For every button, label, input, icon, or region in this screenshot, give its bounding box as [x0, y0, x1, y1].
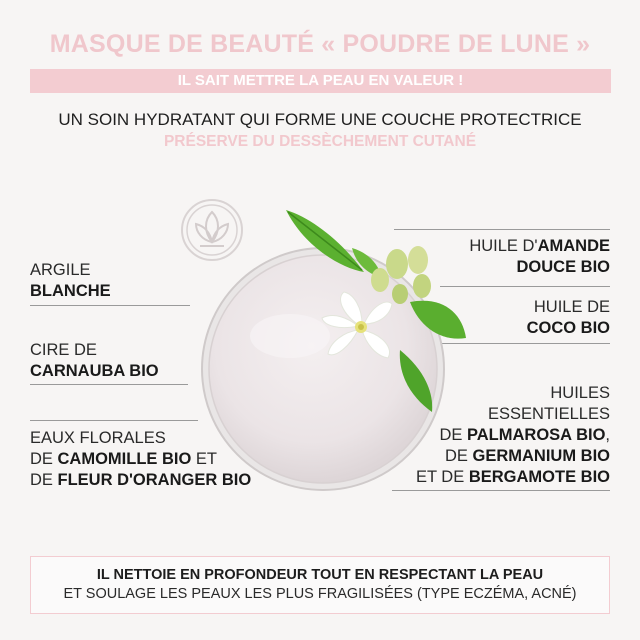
ingredient-line: ARGILE	[30, 261, 91, 279]
divider-line	[30, 384, 188, 385]
orange-blossom-flower-image	[282, 208, 472, 413]
ingredient-cire	[30, 340, 159, 382]
ingredient-line	[469, 236, 610, 257]
ingredient-line-bold: CARNAUBA BIO	[30, 362, 159, 380]
subtitle-secondary: PRÉSERVE DU DESSÈCHEMENT CUTANÉ	[163, 133, 477, 150]
lotus-leaf-emblem-icon	[180, 198, 244, 262]
text-segment-bold: AMANDE	[537, 237, 610, 255]
text-segment: ET	[191, 450, 218, 468]
ingredient-argile	[30, 260, 111, 302]
ingredient-line: CIRE DE	[30, 341, 97, 359]
text-segment: DE	[439, 426, 467, 444]
text-segment: ,	[605, 426, 610, 444]
ingredient-line-bold: BLANCHE	[30, 282, 111, 300]
text-segment: ET DE	[415, 468, 469, 486]
ingredient-line: HUILES	[550, 384, 610, 402]
text-segment-bold: BERGAMOTE BIO	[468, 468, 610, 486]
ingredient-line: ESSENTIELLES	[488, 405, 610, 423]
text-segment: DE	[444, 447, 473, 465]
text-segment-bold: GERMANIUM BIO	[472, 447, 610, 465]
text-segment: DE	[30, 471, 58, 489]
ingredient-coco	[527, 297, 610, 339]
text-segment-bold: CAMOMILLE BIO	[57, 450, 192, 468]
text-segment: DE	[30, 450, 58, 468]
text-segment-bold: FLEUR D'ORANGER BIO	[57, 471, 252, 489]
ingredient-line-bold: COCO BIO	[526, 319, 610, 337]
ingredient-line: HUILE DE	[533, 298, 610, 316]
ingredient-line-bold: DOUCE BIO	[516, 258, 610, 276]
text-segment: HUILE D'	[469, 237, 538, 255]
divider-line	[30, 420, 198, 421]
text-segment-bold: PALMAROSA BIO	[466, 426, 606, 444]
divider-line	[30, 305, 190, 306]
ingredient-line: EAUX FLORALES	[30, 429, 166, 447]
ingredient-amande	[469, 236, 610, 278]
page-title: MASQUE DE BEAUTÉ « POUDRE DE LUNE »	[49, 30, 591, 58]
subtitle-primary: UN SOIN HYDRATANT QUI FORME UNE COUCHE PROTECTRICE	[58, 110, 582, 129]
footer-line-primary: IL NETTOIE EN PROFONDEUR TOUT EN RESPECTANT LA PEAU	[96, 567, 544, 583]
footer-box	[30, 556, 610, 614]
tagline-banner: IL SAIT METTRE LA PEAU EN VALEUR !	[30, 69, 611, 93]
footer-line-secondary: ET SOULAGE LES PEAUX LES PLUS FRAGILISÉES (TYPE ECZÉMA, ACNÉ)	[63, 586, 577, 602]
